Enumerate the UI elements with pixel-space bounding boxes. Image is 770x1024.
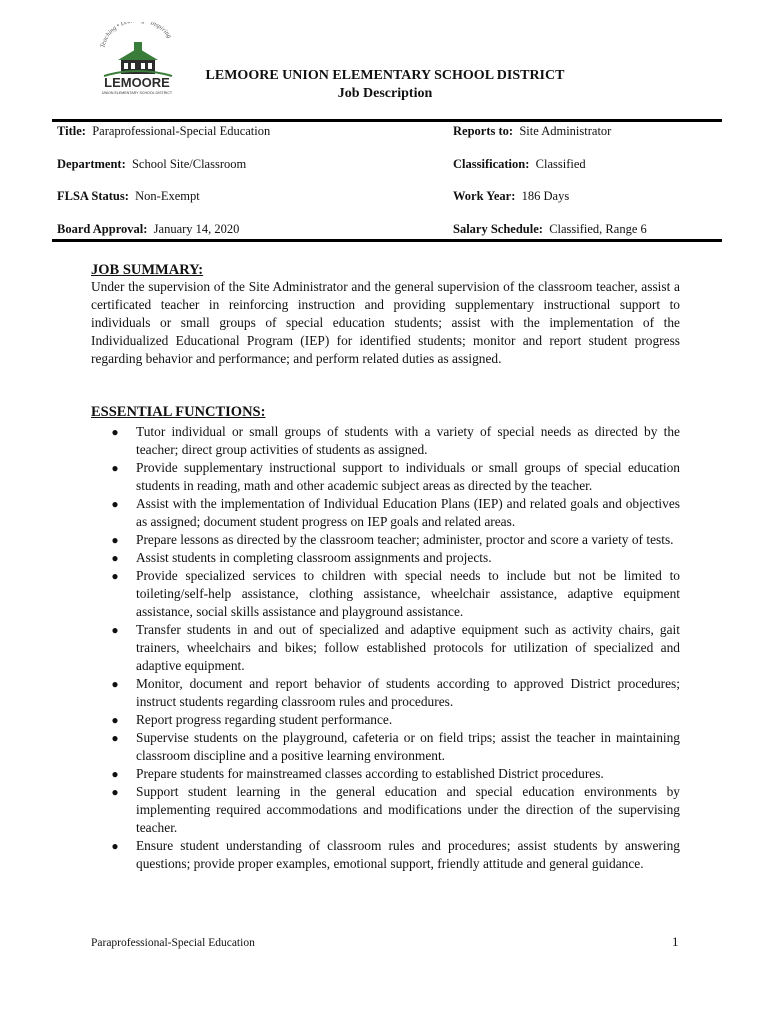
list-item-text: Assist with the implementation of Individual Education Plans (IEP) and related goals and objectives as assigned; document student progress on IEP goals and related areas. <box>136 496 680 529</box>
info-classification-label: Classification: <box>453 157 530 171</box>
list-item-text: Prepare lessons as directed by the classroom teacher; administer, proctor and score a variety of tests. <box>136 532 674 547</box>
header-rule-top <box>52 119 722 122</box>
list-item <box>108 729 680 765</box>
logo-tower <box>134 42 142 52</box>
list-item <box>108 675 680 711</box>
bullet-icon: ● <box>111 767 119 781</box>
logo-subtitle: UNION ELEMENTARY SCHOOL DISTRICT <box>101 91 173 95</box>
bullet-icon: ● <box>111 713 119 727</box>
info-flsa-value: Non-Exempt <box>135 189 200 203</box>
info-reports-to <box>453 124 611 139</box>
bullet-icon: ● <box>111 551 119 565</box>
district-name: LEMOORE UNION ELEMENTARY SCHOOL DISTRICT <box>205 68 565 83</box>
list-item <box>108 423 680 459</box>
list-item <box>108 783 680 837</box>
list-item <box>108 765 680 783</box>
info-flsa <box>57 189 200 204</box>
bullet-icon: ● <box>111 425 119 439</box>
footer-document-name: Paraprofessional-Special Education <box>91 937 255 949</box>
info-salary-schedule <box>453 222 647 237</box>
list-item-text: Supervise students on the playground, cafeteria or on field trips; assist the teacher in maintaining classroom discipline and a positive learning environment. <box>136 730 680 763</box>
document-type: Job Description <box>337 86 433 101</box>
list-item <box>108 531 680 549</box>
list-item-text: Monitor, document and report behavior of students according to approved District procedures; instruct students regarding classroom rules and procedures. <box>136 676 680 709</box>
footer-page-number: 1 <box>672 934 679 949</box>
info-department-label: Department: <box>57 157 126 171</box>
info-board-label: Board Approval: <box>57 222 148 236</box>
essential-functions-list <box>108 423 680 873</box>
bullet-icon: ● <box>111 785 119 799</box>
bullet-icon: ● <box>111 731 119 745</box>
bullet-icon: ● <box>111 677 119 691</box>
list-item-text: Transfer students in and out of specialized and adaptive equipment such as activity chairs, gait trainers, wheelchairs and bikes; follow established protocols for utilization of specialized and adaptive equipment. <box>136 622 680 673</box>
info-title-label: Title: <box>57 124 86 138</box>
list-item <box>108 711 680 729</box>
district-logo <box>94 22 180 96</box>
info-board-value: January 14, 2020 <box>153 222 240 236</box>
job-summary-text: Under the supervision of the Site Administrator and the general supervision of the classroom teacher, assist a certificated teacher in reinforcing instruction and providing supplementary instructional support to individuals or small groups of special education students; assist with the implementation of the Individualized Educational Program (IEP) for identified students; monitor and report student progress regarding behavior and performance; and perform related duties as assigned. <box>91 279 680 366</box>
info-classification-value: Classified <box>535 157 586 171</box>
info-reports-value: Site Administrator <box>519 124 612 138</box>
info-classification <box>453 157 586 172</box>
list-item <box>108 459 680 495</box>
bullet-icon: ● <box>111 839 119 853</box>
info-department-value: School Site/Classroom <box>131 157 247 171</box>
info-board-approval <box>57 222 239 237</box>
essential-functions-heading: ESSENTIAL FUNCTIONS: <box>91 404 266 420</box>
header-rule-bottom <box>52 239 722 242</box>
district-logo-graphic <box>94 22 180 96</box>
logo-name: LEMOORE <box>104 75 170 90</box>
list-item-text: Prepare students for mainstreamed classes according to established District procedures. <box>136 766 604 781</box>
info-department <box>57 157 246 172</box>
list-item-text: Ensure student understanding of classroom rules and procedures; assist students by answering questions; provide proper examples, emotional support, friendly attitude and general guidance. <box>136 838 680 871</box>
list-item <box>108 549 680 567</box>
list-item-text: Provide specialized services to children with special needs to include but not be limited to toileting/self-help assistance, clothing assistance, wheelchair assistance, adaptive equipment assistance, social skills assistance and playground assistance. <box>136 568 680 619</box>
job-summary-heading: JOB SUMMARY: <box>91 262 204 278</box>
bullet-icon: ● <box>111 623 119 637</box>
bullet-icon: ● <box>111 461 119 475</box>
info-title-value: Paraprofessional-Special Education <box>92 124 271 138</box>
info-salary-label: Salary Schedule: <box>453 222 543 236</box>
list-item-text: Provide supplementary instructional support to individuals or small groups of special education students in reading, math and other academic subject areas as directed by the teacher. <box>136 460 680 493</box>
info-title <box>57 124 270 139</box>
list-item <box>108 567 680 621</box>
list-item <box>108 621 680 675</box>
bullet-icon: ● <box>111 533 119 547</box>
info-work-year <box>453 189 569 204</box>
list-item-text: Assist students in completing classroom assignments and projects. <box>136 550 492 565</box>
list-item-text: Tutor individual or small groups of students with a variety of special needs as directed by the teacher; direct group activities of students as assigned. <box>136 424 680 457</box>
info-salary-value: Classified, Range 6 <box>549 222 647 236</box>
info-work-year-label: Work Year: <box>453 189 516 203</box>
logo-tagline: Teaching • Le Inspiring <box>99 22 173 49</box>
list-item <box>108 837 680 873</box>
list-item-text: Report progress regarding student performance. <box>136 712 393 727</box>
list-item <box>108 495 680 531</box>
list-item-text: Support student learning in the general education and special education environments by implementing required accommodations and modifications under the direction of the supervising teacher. <box>136 784 680 835</box>
info-flsa-label: FLSA Status: <box>57 189 129 203</box>
bullet-icon: ● <box>111 569 119 583</box>
bullet-icon: ● <box>111 497 119 511</box>
info-work-year-value: 186 Days <box>521 189 570 203</box>
info-reports-label: Reports to: <box>453 124 514 138</box>
